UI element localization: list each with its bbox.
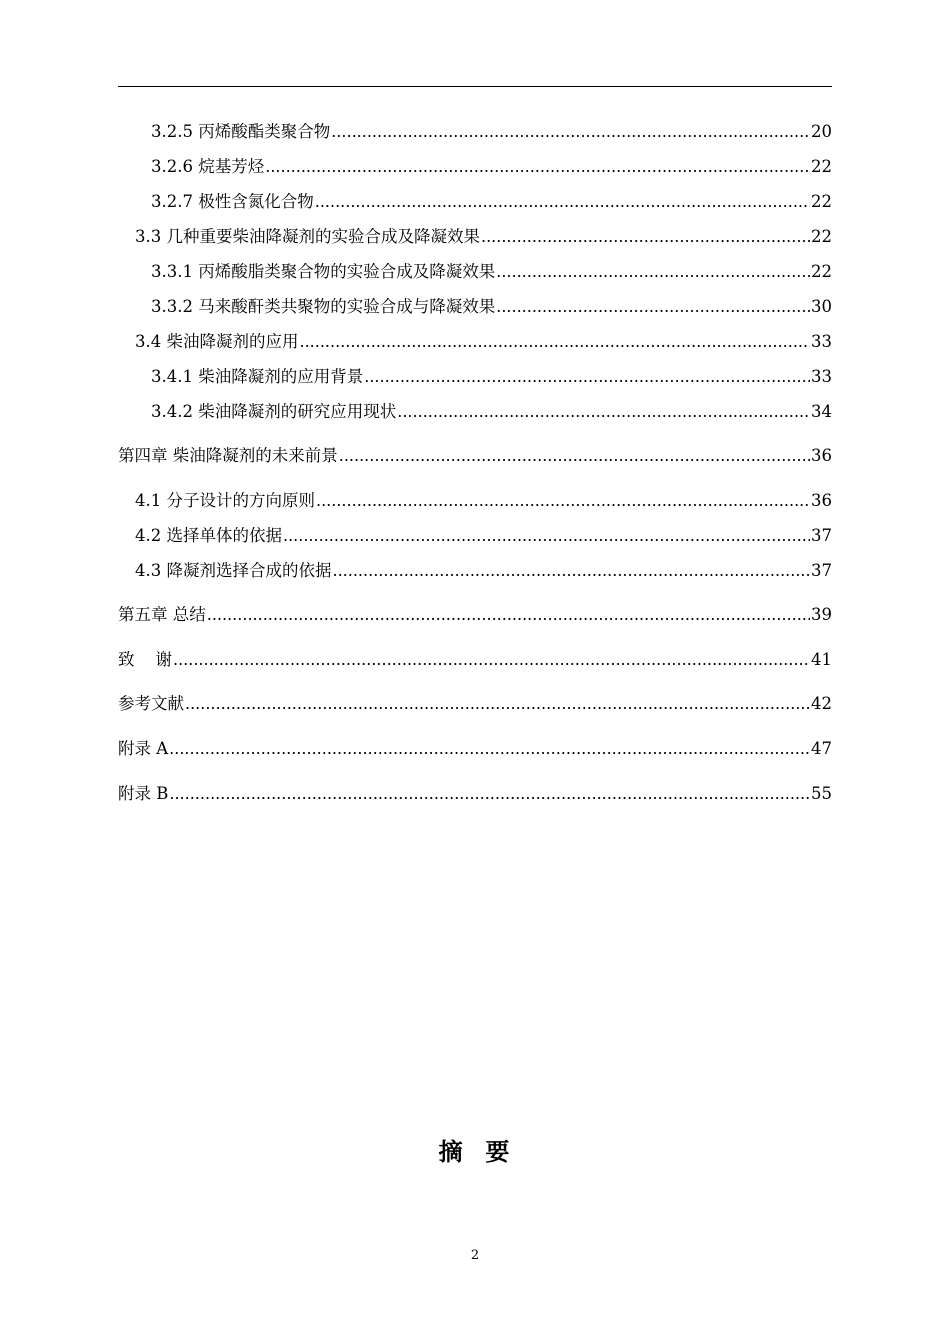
toc-leader-dots <box>339 446 810 466</box>
toc-entry-page: 55 <box>811 784 832 803</box>
toc-entry-title: 3.3.2 马来酸酐类共聚物的实验合成与降凝效果 <box>151 297 496 316</box>
toc-entry[interactable] <box>118 328 832 352</box>
toc-entry-title: 附录 B <box>118 784 169 803</box>
toc-entry-page: 33 <box>811 367 832 386</box>
toc-entry-page: 36 <box>811 446 832 465</box>
toc-entry[interactable] <box>118 153 832 177</box>
toc-entry[interactable] <box>118 442 832 466</box>
toc-entry-page: 39 <box>811 605 832 624</box>
toc-leader-dots <box>300 332 811 352</box>
toc-entry-title: 第四章 柴油降凝剂的未来前景 <box>118 446 338 465</box>
toc-leader-dots <box>207 605 810 625</box>
toc-leader-dots <box>283 526 810 546</box>
toc-entry-title: 3.3.1 丙烯酸脂类聚合物的实验合成及降凝效果 <box>151 262 496 281</box>
toc-entry-page: 37 <box>811 561 832 580</box>
toc-entry-page: 22 <box>811 192 832 211</box>
toc-leader-dots <box>185 694 810 714</box>
toc-entry-page: 22 <box>811 157 832 176</box>
toc-entry-title: 4.3 降凝剂选择合成的依据 <box>135 561 332 580</box>
toc-entry-title: 3.2.7 极性含氮化合物 <box>151 192 314 211</box>
toc-entry[interactable] <box>118 601 832 625</box>
toc-entry-page: 41 <box>811 650 832 669</box>
toc-entry[interactable] <box>118 398 832 422</box>
toc-entry[interactable] <box>118 780 832 804</box>
toc-leader-dots <box>331 122 810 142</box>
toc-leader-dots <box>169 784 810 804</box>
toc-entry-title: 3.2.6 烷基芳烃 <box>151 157 265 176</box>
toc-entry[interactable] <box>118 557 832 581</box>
toc-entry[interactable] <box>118 646 832 670</box>
toc-entry-title: 第五章 总结 <box>118 605 206 624</box>
toc-entry[interactable] <box>118 690 832 714</box>
toc-entry-page: 34 <box>811 402 832 421</box>
toc-entry-page: 42 <box>811 694 832 713</box>
toc-entry-page: 47 <box>811 739 832 758</box>
toc-entry[interactable] <box>118 293 832 317</box>
toc-entry-title: 参考文献 <box>118 694 184 713</box>
toc-entry[interactable] <box>118 363 832 387</box>
abstract-heading: 摘 要 <box>438 1137 512 1166</box>
toc-leader-dots <box>265 157 810 177</box>
toc-leader-dots <box>333 561 811 581</box>
toc-leader-dots <box>496 297 810 317</box>
toc-leader-dots <box>173 650 810 670</box>
toc-leader-dots <box>481 227 810 247</box>
toc-leader-dots <box>315 192 810 212</box>
toc-leader-dots <box>397 402 810 422</box>
toc-leader-dots <box>364 367 810 387</box>
toc-entry-title: 致 谢 <box>118 650 172 669</box>
toc-entry-title: 3.4 柴油降凝剂的应用 <box>135 332 299 351</box>
toc-entry[interactable] <box>118 487 832 511</box>
toc-entry[interactable] <box>118 223 832 247</box>
toc-entry-page: 22 <box>811 262 832 281</box>
toc-entry-title: 3.2.5 丙烯酸酯类聚合物 <box>151 122 331 141</box>
toc-entry-title: 4.2 选择单体的依据 <box>135 526 282 545</box>
page-number: 2 <box>470 1248 480 1263</box>
toc-entry-page: 20 <box>811 122 832 141</box>
toc-entry-title: 4.1 分子设计的方向原则 <box>135 491 315 510</box>
header-rule <box>118 86 832 87</box>
toc-entry-title: 3.3 几种重要柴油降凝剂的实验合成及降凝效果 <box>135 227 480 246</box>
toc-leader-dots <box>496 262 810 282</box>
toc-entry-page: 37 <box>811 526 832 545</box>
toc-entry[interactable] <box>118 522 832 546</box>
toc-entry-title: 附录 A <box>118 739 169 758</box>
toc-entry-page: 33 <box>811 332 832 351</box>
toc-entry-title: 3.4.2 柴油降凝剂的研究应用现状 <box>151 402 397 421</box>
toc-entry[interactable] <box>118 735 832 759</box>
toc-entry[interactable] <box>118 188 832 212</box>
toc-entry-page: 30 <box>811 297 832 316</box>
toc-leader-dots <box>169 739 810 759</box>
toc-entry[interactable] <box>118 118 832 142</box>
toc-entry-title: 3.4.1 柴油降凝剂的应用背景 <box>151 367 364 386</box>
toc-entry-page: 36 <box>811 491 832 510</box>
toc-leader-dots <box>316 491 810 511</box>
toc-entry-page: 22 <box>811 227 832 246</box>
toc-entry[interactable] <box>118 258 832 282</box>
